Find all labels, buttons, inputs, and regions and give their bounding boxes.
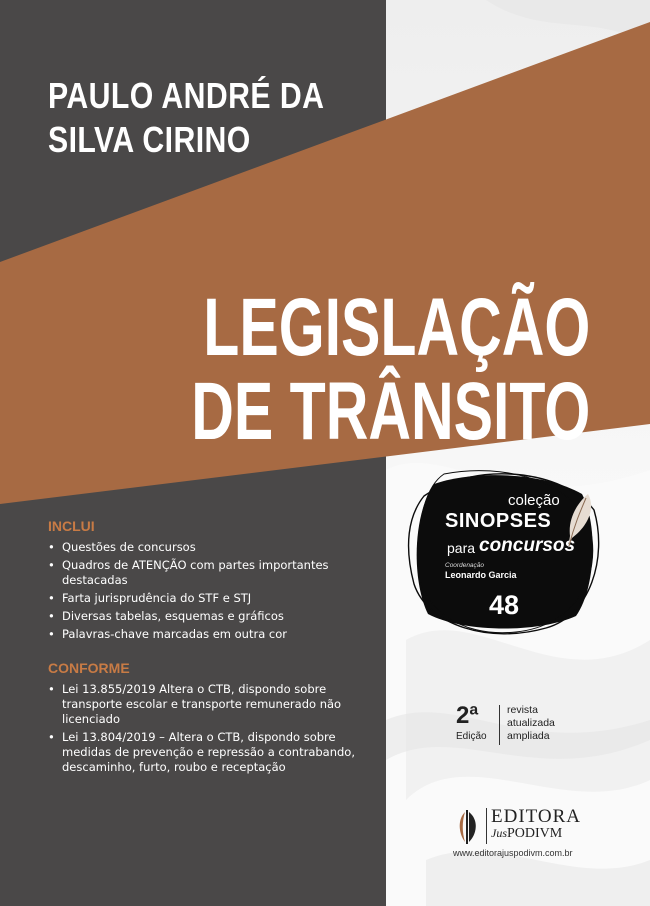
publisher-sub-prefix: Jus — [491, 826, 507, 840]
inclui-list — [30, 540, 360, 645]
author-line-2: SILVA CIRINO — [48, 119, 251, 160]
feather-quill-icon — [562, 492, 594, 550]
publisher-name: EDITORA — [491, 806, 582, 827]
title-line-2: DE TRÂNSITO — [190, 366, 590, 458]
list-item — [30, 540, 360, 555]
bullet-glyph: • — [48, 591, 55, 605]
conforme-heading: CONFORME — [48, 660, 130, 676]
bullet-glyph: • — [48, 558, 55, 572]
series-name: SINOPSES — [445, 510, 552, 532]
publisher-logo-icon — [453, 808, 483, 846]
list-item — [30, 558, 360, 588]
edition-note: revista — [507, 704, 538, 716]
edition-note: ampliada — [507, 730, 550, 742]
list-item — [30, 682, 360, 727]
conforme-list — [30, 682, 360, 778]
list-item-text: Quadros de ATENÇÃO com partes importantes destacadas — [62, 558, 329, 587]
list-item-text: Questões de concursos — [62, 540, 196, 554]
list-item-text: Diversas tabelas, esquemas e gráficos — [62, 609, 284, 623]
logo-divider — [486, 808, 487, 844]
bullet-glyph: • — [48, 540, 55, 554]
author-name — [48, 74, 324, 162]
coordinator-name: Leonardo Garcia — [445, 570, 517, 580]
list-item-text: Farta jurisprudência do STF e STJ — [62, 591, 252, 605]
bullet-glyph: • — [48, 627, 55, 641]
series-para-label: para — [447, 540, 476, 556]
edition-note: atualizada — [507, 717, 555, 729]
publisher-url: www.editorajuspodivm.com.br — [453, 848, 573, 858]
edition-label: Edição — [456, 731, 487, 742]
inclui-heading: INCLUI — [48, 518, 95, 534]
edition-notes — [507, 704, 555, 743]
bullet-glyph: • — [48, 682, 55, 696]
list-item-text: Lei 13.804/2019 – Altera o CTB, dispondo sobre medidas de prevenção e repressão a contrabando, descaminho, furto, roubo e receptação — [62, 730, 355, 774]
series-colecao-label: coleção — [508, 492, 560, 509]
series-concursos-label: concursos — [479, 535, 576, 556]
bullet-glyph: • — [48, 609, 55, 623]
list-item-text: Palavras-chave marcadas em outra cor — [62, 627, 287, 641]
edition-divider — [499, 705, 500, 745]
author-line-1: PAULO ANDRÉ DA — [48, 75, 325, 116]
volume-number: 48 — [489, 590, 520, 620]
coordination-label: Coordenação — [445, 562, 485, 569]
list-item — [30, 609, 360, 624]
book-title — [190, 282, 591, 458]
edition-number: 2ª — [456, 702, 479, 729]
publisher-subtitle — [491, 826, 562, 842]
bullet-glyph: • — [48, 730, 55, 744]
list-item-text: Lei 13.855/2019 Altera o CTB, dispondo sobre transporte escolar e transporte remunerado não licenciado — [62, 682, 342, 726]
list-item — [30, 591, 360, 606]
list-item — [30, 730, 360, 775]
title-line-1: LEGISLAÇÃO — [202, 282, 591, 374]
publisher-sub-name: PODIVM — [507, 826, 563, 841]
list-item — [30, 627, 360, 642]
